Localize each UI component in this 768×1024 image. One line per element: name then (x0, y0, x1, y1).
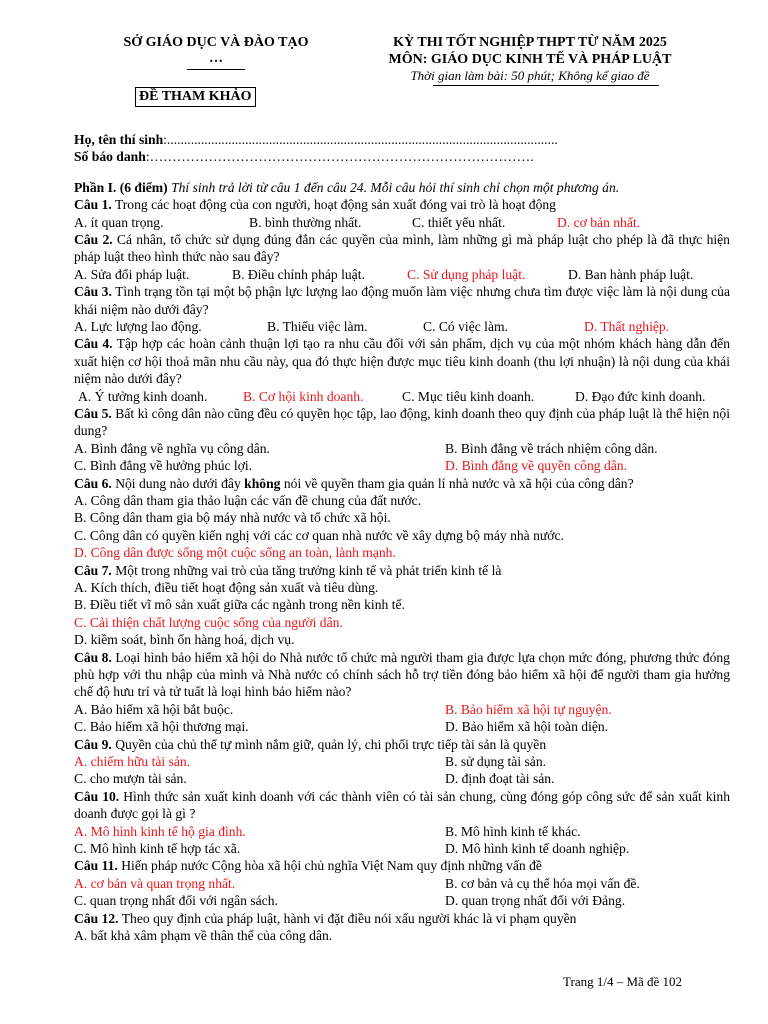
answer-option[interactable]: A. Công dân tham gia thảo luận các vấn đề chung của đất nước. (74, 493, 422, 509)
option-row (74, 509, 730, 526)
answer-option[interactable]: D. kiềm soát, bình ổn hàng hoá, dịch vụ. (74, 632, 295, 648)
question-text: Theo quy định của pháp luật, hành vi đặt điều nói xấu người khác là vi phạm quyền (121, 910, 577, 926)
answer-option[interactable]: A. cơ bản và quan trọng nhất. (74, 875, 236, 891)
question-stem (74, 405, 730, 440)
question-stem (74, 788, 730, 823)
answer-option[interactable]: C. cho mượn tài sản. (74, 771, 187, 787)
header-left (96, 34, 336, 70)
answer-option[interactable]: B. Cơ hội kinh doanh. (243, 388, 364, 404)
option-row (74, 823, 730, 840)
exam-title: KỲ THI TỐT NGHIỆP THPT TỪ NĂM 2025 (393, 35, 667, 50)
question-text: Tình trạng tồn tại một bộ phận lực lượng lao động muốn làm việc nhưng chưa tìm được việc làm là nội dung của khái niệm nào dưới đây? (74, 284, 730, 317)
student-name-dots: :................................................................................................................... (163, 132, 558, 147)
answer-option[interactable]: D. Đạo đức kinh doanh. (575, 388, 706, 404)
option-row (74, 266, 730, 283)
question-label: Câu 6. (74, 475, 112, 491)
option-row (74, 701, 730, 718)
question-text: nói về quyền tham gia quản lí nhà nước và xã hội của công dân? (283, 475, 634, 491)
answer-option[interactable]: D. Bảo hiểm xã hội toàn diện. (445, 719, 609, 735)
question-text: Hiến pháp nước Cộng hòa xã hội chủ nghĩa Việt Nam quy định những vấn đề (121, 858, 542, 874)
reference-exam-label: ĐỀ THAM KHẢO (135, 87, 256, 107)
question-text: Cá nhân, tổ chức sử dụng đúng đắn các quyền của mình, làm những gì mà pháp luật cho phép là đã thực hiện pháp luật theo hình thức nào sau đây? (74, 232, 730, 265)
question-stem (74, 910, 730, 927)
student-id-dots: :…………………………………………………………………………. (145, 149, 534, 165)
question-label: Câu 11. (74, 858, 118, 874)
question-text: Loại hình bảo hiểm xã hội do Nhà nước tổ chức mà người tham gia được lựa chọn mức đóng, phương thức đóng phù hợp với thu nhập của mình và Nhà nước có chính sách hỗ trợ tiền đóng bảo hiểm xã hội để người tham gia hưởng chế độ hưu trí và tử tuất là loại hình bảo hiểm nào? (74, 649, 730, 700)
option-row (74, 492, 730, 509)
question-text-emphasis: không (244, 475, 281, 491)
question-label: Câu 4. (74, 336, 113, 352)
answer-option[interactable]: D. Thất nghiệp. (584, 319, 670, 335)
question-text: Tập hợp các hoàn cảnh thuận lợi tạo ra nhu cầu đối với sản phẩm, dịch vụ của một nhóm khách hàng dẫn đến xuất hiện cơ hội thoả mãn nhu cầu này, qua đó thực hiện được mục tiêu kinh doanh (thu lợi nhuận) là nội dung của khái niệm nào dưới đây? (74, 336, 730, 387)
option-row (74, 875, 730, 892)
answer-option[interactable]: B. Điều tiết vĩ mô sản xuất giữa các ngành trong nền kinh tế. (74, 597, 405, 613)
question-text: Nội dung nào dưới đây (115, 475, 241, 491)
option-row (74, 457, 730, 474)
question-label: Câu 10. (74, 788, 120, 804)
question-text: Bất kì công dân nào cũng đều có quyền học tập, lao động, kinh doanh theo quy định của pháp luật là thể hiện nội dung? (74, 406, 730, 439)
question-text: Một trong những vai trò của tăng trưởng kinh tế và phát triển kinh tế là (115, 562, 502, 578)
answer-option[interactable]: B. Điều chỉnh pháp luật. (232, 266, 365, 282)
answer-option[interactable]: A. ít quan trọng. (74, 214, 164, 230)
answer-option[interactable]: C. Có việc làm. (423, 319, 508, 335)
subject-title: MÔN: GIÁO DỤC KINH TẾ VÀ PHÁP LUẬT (388, 52, 672, 67)
option-row (74, 544, 730, 561)
option-row (74, 388, 730, 405)
student-name-label: Họ, tên thí sinh (74, 132, 164, 147)
answer-option[interactable]: B. Bình đẳng về trách nhiệm công dân. (445, 440, 658, 456)
question-label: Câu 1. (74, 197, 112, 213)
option-row (74, 318, 730, 335)
question-stem (74, 335, 730, 387)
answer-option[interactable]: A. Bình đẳng về nghĩa vụ công dân. (74, 440, 270, 456)
answer-option[interactable]: D. định đoạt tài sản. (445, 771, 555, 787)
option-row (74, 614, 730, 631)
answer-option[interactable]: C. Mô hình kinh tế hợp tác xã. (74, 840, 241, 856)
option-row (74, 214, 730, 231)
option-row (74, 527, 730, 544)
answer-option[interactable]: B. Thiếu việc làm. (267, 319, 368, 335)
question-text: Hình thức sản xuất kinh doanh với các thành viên có tài sản chung, cùng đóng góp công sức để sản xuất kinh doanh được gọi là gì ? (74, 788, 730, 822)
answer-option[interactable]: B. Công dân tham gia bộ máy nhà nước và tổ chức xã hội. (74, 510, 391, 526)
answer-option[interactable]: B. sử dụng tài sản. (445, 753, 547, 769)
question-stem (74, 231, 730, 266)
question-stem (74, 475, 730, 492)
header-right (350, 34, 710, 86)
option-row (74, 840, 730, 857)
student-name-line (74, 131, 730, 148)
answer-option[interactable]: D. quan trọng nhất đối với Đảng. (445, 893, 626, 909)
part-heading (74, 179, 730, 196)
answer-option[interactable]: A. Ý tưởng kinh doanh. (78, 388, 208, 404)
answer-option[interactable]: D. Mô hình kinh tế doanh nghiệp. (445, 840, 630, 856)
option-row (74, 892, 730, 909)
time-note: Thời gian làm bài: 50 phút; Không kể giao đề (410, 68, 650, 83)
option-row (74, 927, 730, 944)
answer-option[interactable]: C. Bình đẳng về hưởng phúc lợi. (74, 458, 253, 474)
answer-option[interactable]: A. chiếm hữu tài sản. (74, 753, 191, 769)
answer-option[interactable]: C. thiết yếu nhất. (412, 214, 506, 230)
answer-option[interactable]: D. Bình đẳng về quyền công dân. (445, 458, 627, 474)
answer-option[interactable]: C. Sử dụng pháp luật. (407, 266, 526, 282)
header-divider (187, 69, 245, 70)
answer-option[interactable]: D. Ban hành pháp luật. (568, 266, 694, 282)
option-row (74, 770, 730, 787)
option-row (74, 631, 730, 648)
question-stem (74, 283, 730, 318)
answer-option[interactable]: A. bất khả xâm phạm về thân thể của công dân. (74, 927, 333, 943)
answer-option[interactable]: B. cơ bản và cụ thể hóa mọi vấn đề. (445, 875, 640, 891)
page-footer: Trang 1/4 – Mã đề 102 (563, 974, 683, 989)
question-stem (74, 649, 730, 701)
question-label: Câu 3. (74, 284, 112, 300)
department-dots: … (209, 51, 223, 66)
answer-option[interactable]: C. quan trọng nhất đối với ngân sách. (74, 893, 278, 909)
question-stem (74, 196, 730, 213)
time-underline (433, 85, 659, 86)
answer-option[interactable]: C. Bảo hiểm xã hội thương mại. (74, 719, 249, 735)
answer-option[interactable]: A. Mô hình kinh tế hộ gia đình. (74, 823, 246, 839)
answer-option[interactable]: B. Bảo hiểm xã hội tự nguyện. (445, 701, 612, 717)
question-stem (74, 562, 730, 579)
department-name: SỞ GIÁO DỤC VÀ ĐÀO TẠO (123, 35, 309, 50)
question-list (74, 196, 730, 944)
answer-option[interactable]: A. Lực lượng lao động. (74, 319, 202, 335)
question-label: Câu 7. (74, 562, 112, 578)
answer-option[interactable]: C. Công dân có quyền kiến nghị với các cơ quan nhà nước về xây dựng bộ máy nhà nước. (74, 527, 564, 543)
answer-option[interactable]: D. cơ bản nhất. (557, 214, 641, 230)
question-stem (74, 857, 730, 874)
question-label: Câu 12. (74, 910, 119, 926)
answer-option[interactable]: A. Sửa đổi pháp luật. (74, 266, 190, 282)
answer-option[interactable]: B. Mô hình kinh tế khác. (445, 823, 581, 839)
student-id-line (74, 148, 730, 165)
answer-option[interactable]: A. Bảo hiểm xã hội bắt buộc. (74, 701, 234, 717)
answer-option[interactable]: B. bình thường nhất. (249, 214, 362, 230)
question-label: Câu 5. (74, 406, 112, 422)
part-instruction: Thí sinh trả lời từ câu 1 đến câu 24. Mỗi câu hỏi thí sinh chỉ chọn một phương án. (171, 179, 620, 195)
option-row (74, 718, 730, 735)
question-label: Câu 2. (74, 232, 113, 248)
part-title: Phần I. (6 điểm) (74, 179, 168, 195)
answer-option[interactable]: D. Công dân được sống một cuộc sống an toàn, lành mạnh. (74, 545, 396, 561)
student-id-label: Số báo danh (74, 149, 146, 165)
exam-content (74, 131, 730, 944)
question-text: Quyền của chủ thể tự mình nắm giữ, quản lý, chi phối trực tiếp tài sản là quyền (115, 736, 547, 752)
question-label: Câu 9. (74, 736, 112, 752)
option-row (74, 753, 730, 770)
option-row (74, 440, 730, 457)
option-row (74, 596, 730, 613)
question-text: Trong các hoạt động của con người, hoạt động sản xuất đóng vai trò là hoạt động (114, 197, 556, 213)
answer-option[interactable]: C. Cải thiện chất lượng cuộc sống của người dân. (74, 614, 343, 630)
question-label: Câu 8. (74, 649, 112, 665)
option-row (74, 579, 730, 596)
question-stem (74, 736, 730, 753)
answer-option[interactable]: A. Kích thích, điều tiết hoạt động sản xuất và tiêu dùng. (74, 580, 379, 595)
answer-option[interactable]: C. Mục tiêu kinh doanh. (402, 388, 535, 404)
